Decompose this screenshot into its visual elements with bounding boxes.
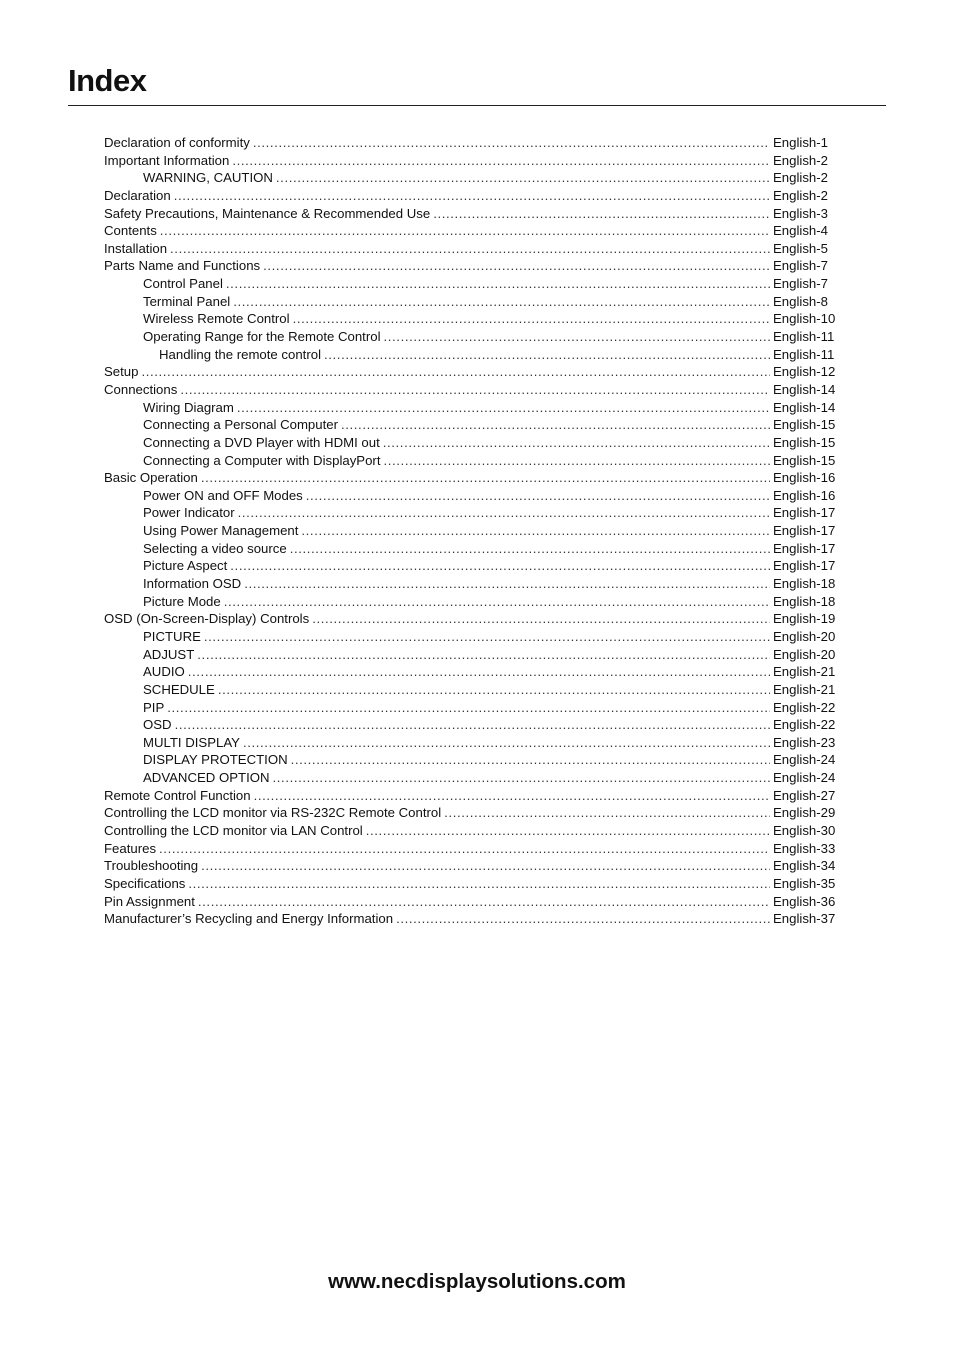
toc-entry-label: Connecting a Personal Computer bbox=[143, 417, 338, 433]
toc-entry-page: English-7 bbox=[773, 276, 828, 292]
toc-entry-label: AUDIO bbox=[143, 664, 185, 680]
toc-dot-leader bbox=[226, 275, 770, 293]
toc-entry-page: English-20 bbox=[773, 628, 836, 644]
toc-dot-leader bbox=[293, 310, 770, 328]
toc-entry[interactable] bbox=[104, 628, 841, 646]
toc-entry[interactable] bbox=[104, 399, 841, 417]
toc-entry-label: Important Information bbox=[104, 152, 230, 168]
toc-entry-label: Parts Name and Functions bbox=[104, 258, 261, 274]
toc-dot-leader bbox=[254, 787, 770, 805]
toc-dot-leader bbox=[188, 663, 770, 681]
toc-entry-page: English-27 bbox=[773, 787, 836, 803]
toc-dot-leader bbox=[180, 381, 770, 399]
toc-entry[interactable] bbox=[104, 857, 841, 875]
toc-entry-label: DISPLAY PROTECTION bbox=[143, 752, 288, 768]
toc-entry[interactable] bbox=[104, 134, 841, 152]
toc-entry-label: Wiring Diagram bbox=[143, 399, 234, 415]
toc-entry[interactable] bbox=[104, 557, 841, 575]
toc-entry[interactable] bbox=[104, 275, 841, 293]
toc-dot-leader bbox=[230, 557, 770, 575]
toc-entry-page: English-2 bbox=[773, 187, 828, 203]
toc-dot-leader bbox=[224, 593, 770, 611]
toc-entry-page: English-15 bbox=[773, 452, 836, 468]
toc-entry[interactable] bbox=[104, 540, 841, 558]
toc-entry-label: Troubleshooting bbox=[104, 858, 199, 874]
toc-entry[interactable] bbox=[104, 381, 841, 399]
toc-dot-leader bbox=[290, 540, 770, 558]
toc-entry-page: English-33 bbox=[773, 840, 836, 856]
toc-entry-page: English-16 bbox=[773, 470, 836, 486]
toc-entry-page: English-14 bbox=[773, 381, 836, 397]
toc-dot-leader bbox=[383, 434, 770, 452]
toc-entry-label: Information OSD bbox=[143, 576, 242, 592]
toc-dot-leader bbox=[160, 222, 770, 240]
toc-entry-label: Terminal Panel bbox=[143, 293, 231, 309]
toc-dot-leader bbox=[201, 857, 770, 875]
toc-entry[interactable] bbox=[104, 328, 841, 346]
toc-entry-label: Connecting a Computer with DisplayPort bbox=[143, 452, 381, 468]
toc-dot-leader bbox=[384, 452, 771, 470]
toc-entry-page: English-11 bbox=[773, 346, 835, 362]
toc-entry-label: Installation bbox=[104, 240, 168, 256]
toc-dot-leader bbox=[243, 734, 770, 752]
toc-entry[interactable] bbox=[104, 699, 841, 717]
footer-url[interactable]: www.necdisplaysolutions.com bbox=[328, 1270, 626, 1293]
toc-entry-label: Power Indicator bbox=[143, 505, 235, 521]
toc-dot-leader bbox=[312, 610, 770, 628]
toc-dot-leader bbox=[384, 328, 770, 346]
toc-entry[interactable] bbox=[104, 840, 841, 858]
toc-dot-leader bbox=[263, 257, 770, 275]
toc-entry[interactable] bbox=[104, 610, 841, 628]
toc-entry-label: OSD bbox=[143, 717, 172, 733]
toc-entry-label: Contents bbox=[104, 223, 157, 239]
toc-entry-label: Picture Aspect bbox=[143, 558, 228, 574]
toc-entry-label: Setup bbox=[104, 364, 139, 380]
toc-entry-label: WARNING, CAUTION bbox=[143, 170, 273, 186]
toc-entry[interactable] bbox=[104, 187, 841, 205]
toc-entry[interactable] bbox=[104, 663, 841, 681]
toc-dot-leader bbox=[306, 487, 770, 505]
toc-entry-label: Controlling the LCD monitor via LAN Control bbox=[104, 822, 363, 838]
toc-dot-leader bbox=[174, 187, 770, 205]
toc-entry-label: SCHEDULE bbox=[143, 681, 215, 697]
toc-entry-page: English-18 bbox=[773, 593, 836, 609]
toc-entry-page: English-19 bbox=[773, 611, 836, 627]
toc-entry-page: English-8 bbox=[773, 293, 828, 309]
toc-entry-label: Operating Range for the Remote Control bbox=[143, 329, 381, 345]
toc-entry-page: English-7 bbox=[773, 258, 828, 274]
toc-entry[interactable] bbox=[104, 293, 841, 311]
toc-entry-label: Power ON and OFF Modes bbox=[143, 487, 303, 503]
toc-entry-page: English-18 bbox=[773, 576, 836, 592]
toc-entry-page: English-36 bbox=[773, 893, 836, 909]
toc-entry[interactable] bbox=[104, 822, 841, 840]
toc-entry[interactable] bbox=[104, 434, 841, 452]
toc-entry-label: Pin Assignment bbox=[104, 893, 195, 909]
toc-entry[interactable] bbox=[104, 363, 841, 381]
toc-entry-page: English-10 bbox=[773, 311, 836, 327]
toc-entry-page: English-5 bbox=[773, 240, 828, 256]
toc-dot-leader bbox=[232, 152, 770, 170]
toc-entry[interactable] bbox=[104, 575, 841, 593]
toc-entry-label: MULTI DISPLAY bbox=[143, 734, 240, 750]
toc-dot-leader bbox=[396, 910, 770, 928]
toc-entry[interactable] bbox=[104, 152, 841, 170]
toc-entry-label: Picture Mode bbox=[143, 593, 221, 609]
toc-entry-page: English-1 bbox=[773, 135, 828, 150]
toc-entry[interactable] bbox=[104, 787, 841, 805]
toc-dot-leader bbox=[170, 240, 770, 258]
toc-dot-leader bbox=[341, 416, 770, 434]
toc-entry-page: English-15 bbox=[773, 417, 836, 433]
toc-entry[interactable] bbox=[104, 804, 841, 822]
toc-entry-page: English-12 bbox=[773, 364, 836, 380]
toc-entry[interactable] bbox=[104, 522, 841, 540]
toc-dot-leader bbox=[175, 716, 770, 734]
toc-entry-label: Basic Operation bbox=[104, 470, 198, 486]
toc-entry-page: English-34 bbox=[773, 858, 836, 874]
toc-entry-label: Connections bbox=[104, 381, 178, 397]
toc-entry-label: Control Panel bbox=[143, 276, 223, 292]
toc-dot-leader bbox=[188, 875, 770, 893]
toc-dot-leader bbox=[433, 205, 770, 223]
toc-entry[interactable] bbox=[104, 452, 841, 470]
toc-entry[interactable] bbox=[104, 504, 841, 522]
toc-dot-leader bbox=[159, 840, 770, 858]
toc-entry[interactable] bbox=[104, 769, 841, 787]
toc-entry[interactable] bbox=[104, 681, 841, 699]
toc-entry-page: English-14 bbox=[773, 399, 836, 415]
toc-entry-page: English-17 bbox=[773, 523, 836, 539]
toc-entry[interactable] bbox=[104, 893, 841, 911]
toc-entry-page: English-37 bbox=[773, 911, 836, 927]
toc-entry-page: English-17 bbox=[773, 540, 836, 556]
toc-entry-page: English-2 bbox=[773, 170, 828, 186]
toc-dot-leader bbox=[253, 134, 770, 152]
toc-entry[interactable] bbox=[104, 169, 841, 187]
toc-entry[interactable] bbox=[104, 469, 841, 487]
toc-entry[interactable] bbox=[104, 646, 841, 664]
toc-entry[interactable] bbox=[104, 487, 841, 505]
toc-entry-label: Specifications bbox=[104, 875, 186, 891]
title-divider bbox=[68, 105, 886, 106]
toc-entry-page: English-17 bbox=[773, 558, 836, 574]
toc-entry-label: Handling the remote control bbox=[159, 346, 322, 362]
toc-dot-leader bbox=[444, 804, 770, 822]
toc-entry-label: OSD (On-Screen-Display) Controls bbox=[104, 611, 310, 627]
toc-dot-leader bbox=[244, 575, 770, 593]
toc-entry[interactable] bbox=[104, 751, 841, 769]
toc-entry-page: English-15 bbox=[773, 434, 836, 450]
toc-entry[interactable] bbox=[104, 205, 841, 223]
toc-dot-leader bbox=[324, 346, 770, 364]
toc-entry[interactable] bbox=[104, 222, 841, 240]
toc-dot-leader bbox=[167, 699, 770, 717]
toc-dot-leader bbox=[218, 681, 770, 699]
toc-entry-label: Connecting a DVD Player with HDMI out bbox=[143, 434, 380, 450]
toc-entry-page: English-35 bbox=[773, 875, 836, 891]
toc-dot-leader bbox=[273, 769, 770, 787]
toc-entry-page: English-23 bbox=[773, 734, 836, 750]
toc-dot-leader bbox=[366, 822, 770, 840]
toc-entry[interactable] bbox=[104, 734, 841, 752]
toc-dot-leader bbox=[204, 628, 770, 646]
toc-entry-label: Selecting a video source bbox=[143, 540, 287, 556]
toc-dot-leader bbox=[197, 646, 770, 664]
toc-dot-leader bbox=[237, 399, 770, 417]
toc-entry[interactable] bbox=[104, 240, 841, 258]
toc-entry-label: Wireless Remote Control bbox=[143, 311, 290, 327]
toc-entry[interactable] bbox=[104, 593, 841, 611]
toc-entry-page: English-22 bbox=[773, 717, 836, 733]
toc-entry-page: English-30 bbox=[773, 822, 836, 838]
toc-entry[interactable] bbox=[104, 257, 841, 275]
toc-entry-label: Features bbox=[104, 840, 157, 856]
toc-entry-page: English-16 bbox=[773, 487, 836, 503]
toc-entry-label: PIP bbox=[143, 699, 165, 715]
toc-entry-page: English-4 bbox=[773, 223, 828, 239]
toc-entry-label: Remote Control Function bbox=[104, 787, 251, 803]
toc-entry-label: Controlling the LCD monitor via RS-232C Remote Control bbox=[104, 805, 442, 821]
toc-entry-label: ADJUST bbox=[143, 646, 195, 662]
toc-dot-leader bbox=[201, 469, 770, 487]
toc-entry[interactable] bbox=[104, 910, 841, 928]
toc-entry-label: PICTURE bbox=[143, 628, 201, 644]
toc-entry-label: Safety Precautions, Maintenance & Recommended Use bbox=[104, 205, 431, 221]
toc-entry[interactable] bbox=[104, 346, 841, 364]
toc-entry-label: Declaration of conformity bbox=[104, 135, 250, 150]
toc-entry[interactable] bbox=[104, 875, 841, 893]
toc-dot-leader bbox=[238, 504, 770, 522]
toc-entry-label: Manufacturer’s Recycling and Energy Information bbox=[104, 911, 394, 927]
toc-entry-page: English-22 bbox=[773, 699, 836, 715]
toc-entry-page: English-24 bbox=[773, 752, 836, 768]
toc-entry-label: Declaration bbox=[104, 187, 171, 203]
toc-dot-leader bbox=[276, 169, 770, 187]
toc-entry[interactable] bbox=[104, 310, 841, 328]
toc-entry-page: English-3 bbox=[773, 205, 828, 221]
page-title: Index bbox=[68, 63, 147, 98]
toc-entry-page: English-20 bbox=[773, 646, 836, 662]
toc-dot-leader bbox=[291, 751, 770, 769]
toc-dot-leader bbox=[198, 893, 770, 911]
toc-entry-page: English-2 bbox=[773, 152, 828, 168]
toc-entry-page: English-21 bbox=[773, 664, 836, 680]
toc-entry-page: English-21 bbox=[773, 681, 836, 697]
toc-dot-leader bbox=[233, 293, 770, 311]
toc-entry[interactable] bbox=[104, 716, 841, 734]
toc-entry-page: English-17 bbox=[773, 505, 836, 521]
toc-entry-label: ADVANCED OPTION bbox=[143, 770, 270, 786]
toc-entry-page: English-24 bbox=[773, 770, 836, 786]
toc-dot-leader bbox=[301, 522, 770, 540]
toc-entry-page: English-11 bbox=[773, 329, 835, 345]
toc-dot-leader bbox=[141, 363, 770, 381]
toc-entry-page: English-29 bbox=[773, 805, 836, 821]
table-of-contents bbox=[104, 134, 841, 928]
toc-entry-label: Using Power Management bbox=[143, 523, 299, 539]
toc-entry[interactable] bbox=[104, 416, 841, 434]
